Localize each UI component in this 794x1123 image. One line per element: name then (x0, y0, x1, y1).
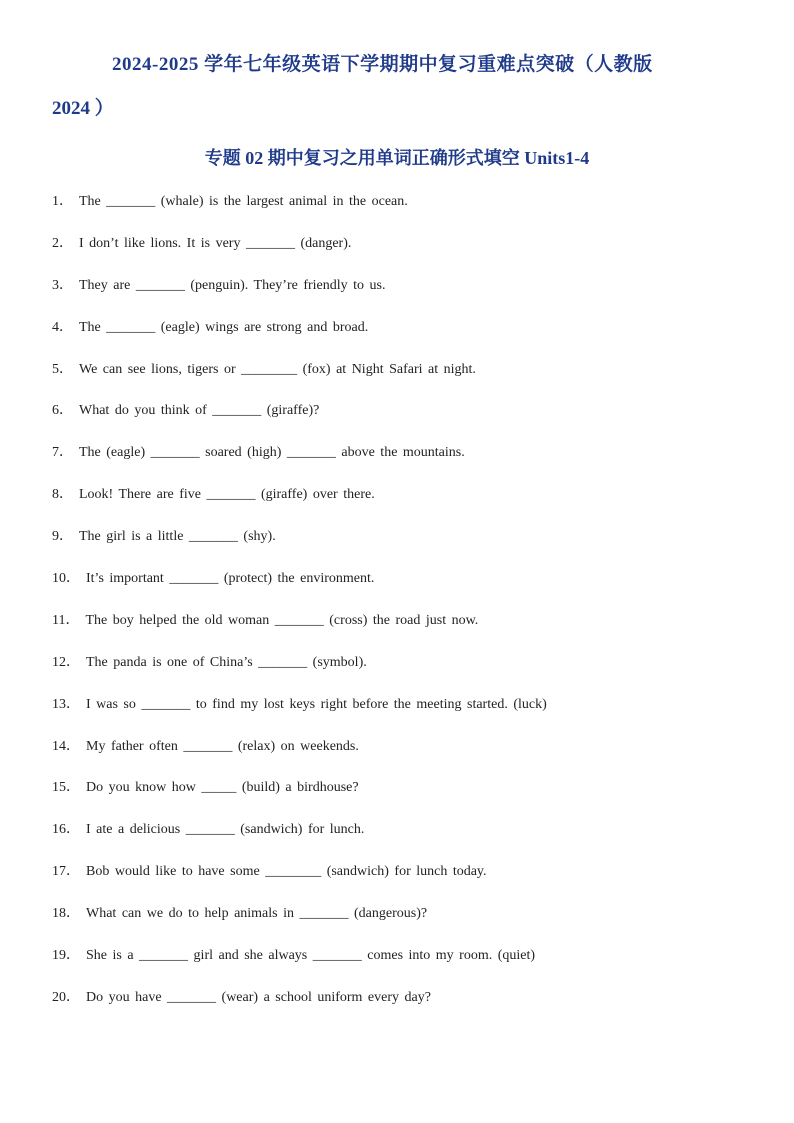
question-item (52, 735, 772, 777)
question-text: The _______ (eagle) wings are strong and broad. (79, 319, 369, 335)
question-number: 9． (52, 529, 73, 545)
question-number: 11． (52, 612, 80, 628)
question-text: The girl is a little _______ (shy). (79, 529, 276, 545)
question-number: 16． (52, 822, 80, 838)
question-item (52, 818, 772, 860)
question-text: The boy helped the old woman _______ (cross) the road just now. (85, 612, 479, 628)
question-number: 13． (52, 696, 80, 712)
question-text: What can we do to help animals in _______ (dangerous)? (86, 906, 428, 922)
question-text: My father often _______ (relax) on weekends. (86, 738, 359, 754)
question-number: 2． (52, 235, 73, 251)
question-text: The (eagle) _______ soared (high) _______ above the mountains. (79, 445, 465, 461)
question-number: 5． (52, 361, 73, 377)
question-text: Do you have _______ (wear) a school uniform every day? (86, 989, 431, 1005)
question-number: 14． (52, 738, 80, 754)
question-item (52, 441, 772, 483)
question-text: We can see lions, tigers or ________ (fox) at Night Safari at night. (79, 361, 476, 377)
question-text: Look! There are five _______ (giraffe) over there. (79, 487, 375, 503)
question-number: 1． (52, 194, 73, 209)
question-text: She is a _______ girl and she always _______ comes into my room. (quiet) (86, 948, 536, 964)
question-item (52, 860, 772, 902)
section-subtitle: 专题 02 期中复习之用单词正确形式填空 Units1-4 (204, 148, 590, 168)
document-title: 2024-2025 学年七年级英语下学期期中复习重难点突破（人教版 (112, 54, 653, 75)
question-number: 20． (52, 989, 80, 1005)
question-number: 6． (52, 403, 73, 419)
question-number: 7． (52, 445, 73, 461)
question-number: 12． (52, 654, 80, 670)
question-item (52, 944, 772, 986)
question-number: 15． (52, 780, 80, 796)
question-item (52, 399, 772, 441)
question-list (52, 190, 772, 1028)
question-number: 4． (52, 319, 73, 335)
question-text: The panda is one of China’s _______ (symbol). (86, 654, 367, 670)
question-item (52, 483, 772, 525)
question-text: I don’t like lions. It is very _______ (danger). (79, 235, 352, 251)
question-item (52, 609, 772, 651)
question-text: I ate a delicious _______ (sandwich) for lunch. (86, 822, 365, 838)
question-text: The _______ (whale) is the largest animal in the ocean. (79, 194, 408, 209)
question-item (52, 358, 772, 400)
question-number: 19． (52, 948, 80, 964)
question-item (52, 693, 772, 735)
question-number: 18． (52, 906, 80, 922)
question-number: 3． (52, 277, 73, 293)
question-item (52, 651, 772, 693)
question-item (52, 776, 772, 818)
question-text: Bob would like to have some ________ (sandwich) for lunch today. (86, 864, 487, 880)
question-item (52, 190, 772, 232)
question-number: 8． (52, 487, 73, 503)
question-item (52, 525, 772, 567)
question-text: They are _______ (penguin). They’re friendly to us. (79, 277, 386, 293)
question-number: 10． (52, 571, 80, 587)
question-item (52, 232, 772, 274)
question-text: It’s important _______ (protect) the environment. (86, 571, 375, 587)
question-text: Do you know how _____ (build) a birdhouse? (86, 780, 359, 796)
question-item (52, 902, 772, 944)
question-item (52, 567, 772, 609)
document-title-continued: 2024 ） (52, 98, 114, 119)
question-item (52, 274, 772, 316)
question-text: I was so _______ to find my lost keys right before the meeting started. (luck) (86, 696, 547, 712)
question-item (52, 316, 772, 358)
question-item (52, 986, 772, 1028)
question-text: What do you think of _______ (giraffe)? (79, 403, 320, 419)
question-number: 17． (52, 864, 80, 880)
